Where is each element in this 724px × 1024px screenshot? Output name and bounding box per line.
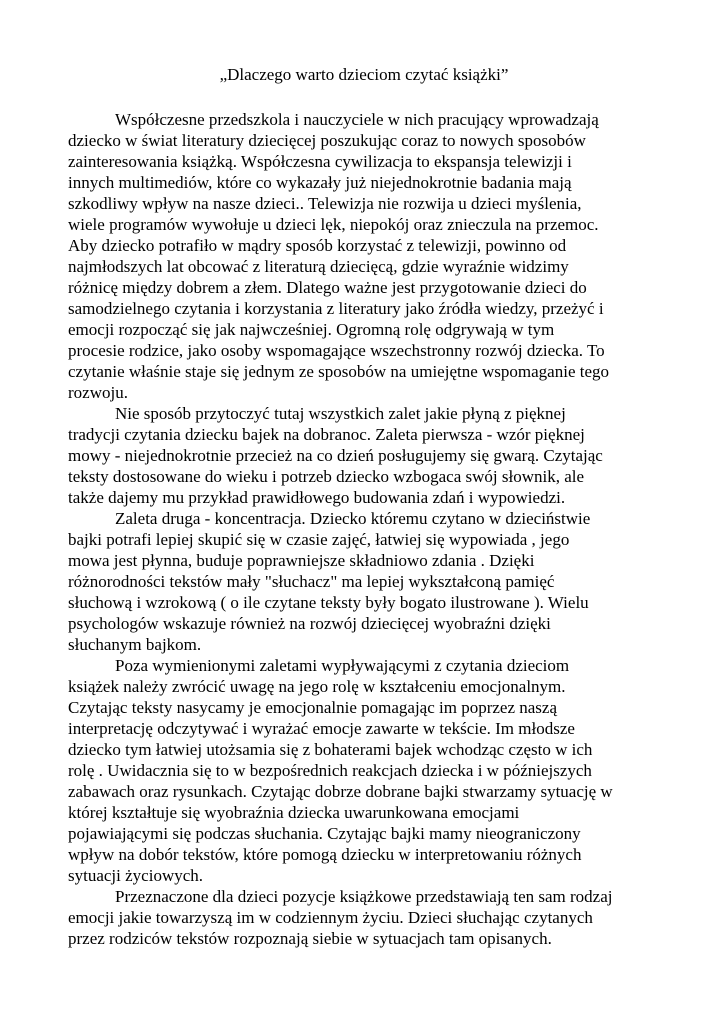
text-line: dziecko tym łatwiej utożsamia się z bohaterami bajek wchodząc często w ich xyxy=(68,740,593,759)
text-line: tradycji czytania dziecku bajek na dobranoc. Zaleta pierwsza - wzór pięknej xyxy=(68,425,585,444)
text-line: rozwoju. xyxy=(68,383,128,402)
text-line: emocji rozpocząć się jak najwcześniej. Ogromną rolę odgrywają w tym xyxy=(68,320,555,339)
text-line: Współczesne przedszkola i nauczyciele w nich pracujący wprowadzają xyxy=(115,110,599,129)
text-line: samodzielnego czytania i korzystania z literatury jako źródła wiedzy, przeżyć i xyxy=(68,299,604,318)
text-line: różnorodności tekstów mały "słuchacz" ma lepiej wykształconą pamięć xyxy=(68,572,555,591)
text-line: teksty dostosowane do wieku i potrzeb dziecko wzbogaca swój słownik, ale xyxy=(68,467,585,486)
text-line: książek należy zwrócić uwagę na jego rolę w kształceniu emocjonalnym. xyxy=(68,677,566,696)
text-line: mowa jest płynna, buduje poprawniejsze składniowo zdania . Dzięki xyxy=(68,551,535,570)
text-line: Przeznaczone dla dzieci pozycje książkowe przedstawiają ten sam rodzaj xyxy=(115,887,613,906)
text-line: także dajemy mu przykład prawidłowego budowania zdań i wypowiedzi. xyxy=(68,488,566,507)
text-line: dziecko w świat literatury dziecięcej poszukując coraz to nowych sposobów xyxy=(68,131,586,150)
text-line: wiele programów wywołuje u dzieci lęk, niepokój oraz znieczula na przemoc. xyxy=(68,215,599,234)
text-line: mowy - niejednokrotnie przecież na co dzień posługujemy się gwarą. Czytając xyxy=(68,446,603,465)
text-line: której kształtuje się wyobraźnia dziecka uwarunkowana emocjami xyxy=(68,803,520,822)
text-line: procesie rodzice, jako osoby wspomagające wszechstronny rozwój dziecka. To xyxy=(68,341,605,360)
text-line: Poza wymienionymi zaletami wypływającymi z czytania dzieciom xyxy=(115,656,570,675)
document-page xyxy=(68,64,660,949)
text-line: Nie sposób przytoczyć tutaj wszystkich zalet jakie płyną z pięknej xyxy=(115,404,566,423)
text-line: Zaleta druga - koncentracja. Dziecko któremu czytano w dzieciństwie xyxy=(115,509,591,528)
text-line: różnicę między dobrem a złem. Dlatego ważne jest przygotowanie dzieci do xyxy=(68,278,587,297)
text-line: psychologów wskazuje również na rozwój dziecięcej wyobraźni dzięki xyxy=(68,614,551,633)
text-line: przez rodziców tekstów rozpoznają siebie w sytuacjach tam opisanych. xyxy=(68,929,552,948)
text-line: sytuacji życiowych. xyxy=(68,866,204,885)
text-line: Aby dziecko potrafiło w mądry sposób korzystać z telewizji, powinno od xyxy=(68,236,567,255)
text-line: pojawiającymi się podczas słuchania. Czytając bajki mamy nieograniczony xyxy=(68,824,581,843)
text-line: bajki potrafi lepiej skupić się w czasie zajęć, łatwiej się wypowiada , jego xyxy=(68,530,570,549)
document-body xyxy=(68,109,660,949)
text-line: emocji jakie towarzyszą im w codziennym życiu. Dzieci słuchając czytanych xyxy=(68,908,593,927)
text-line: szkodliwy wpływ na nasze dzieci.. Telewizja nie rozwija u dzieci myślenia, xyxy=(68,194,582,213)
text-line: czytanie właśnie staje się jednym ze sposobów na umiejętne wspomaganie tego xyxy=(68,362,610,381)
text-line: wpływ na dobór tekstów, które pomogą dziecku w interpretowaniu różnych xyxy=(68,845,582,864)
text-line: rolę . Uwidacznia się to w bezpośrednich reakcjach dziecka i w późniejszych xyxy=(68,761,592,780)
text-line: innych multimediów, które co wykazały już niejednokrotnie badania mają xyxy=(68,173,572,192)
text-line: słuchową i wzrokową ( o ile czytane teksty były bogato ilustrowane ). Wielu xyxy=(68,593,589,612)
text-line: Czytając teksty nasycamy je emocjonalnie pomagając im poprzez naszą xyxy=(68,698,558,717)
text-line: zabawach oraz rysunkach. Czytając dobrze dobrane bajki stwarzamy sytuację w xyxy=(68,782,613,801)
document-title: „Dlaczego warto dzieciom czytać książki” xyxy=(219,65,509,84)
text-line: zainteresowania książką. Współczesna cywilizacja to ekspansja telewizji i xyxy=(68,152,572,171)
text-line: słuchanym bajkom. xyxy=(68,635,202,654)
text-line: najmłodszych lat obcować z literaturą dziecięcą, gdzie wyraźnie widzimy xyxy=(68,257,569,276)
text-line: interpretację odczytywać i wyrażać emocje zawarte w tekście. Im młodsze xyxy=(68,719,575,738)
